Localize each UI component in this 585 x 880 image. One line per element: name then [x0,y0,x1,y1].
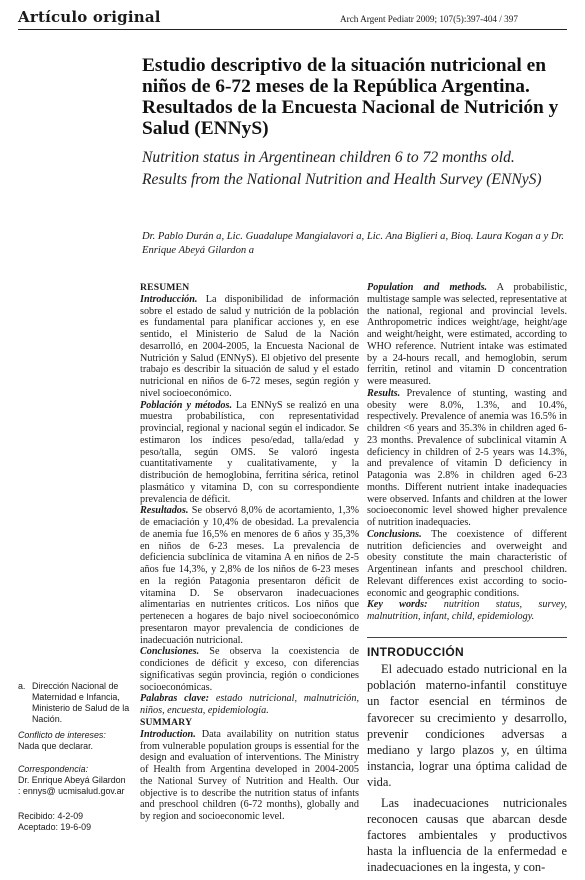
introduction-paragraph: El adecuado estado nutricional en la población materno-infantil constituye un factor esencial en términos de favorecer su crecimiento y desarrollo, prevenir condiciones adversas a mediano y largo plazos y, en última instancia, lograr una óptima calidad de vida. [367,662,567,790]
summary-results-label: Results. [367,387,401,399]
correspondence-label: Correspondencia: [18,764,89,774]
summary-results [367,388,567,529]
resumen-results-label: Resultados. [140,505,189,517]
summary-conclusions-text: The coexistence of different nutrition deficiencies and overweight and obesity constitute the main characteristic of Argentinean infants and preschool children. Relevant differences exist according to socio-economic and geographic conditions. [367,528,567,599]
summary-intro-text: Data availability on nutrition status from vulnerable population groups is essential for the design and evaluation of interventions. The Ministry of Health from Argentina developed in 2004-2005 the National Survey of Nutrition and Health. Our objective is to describe the nutrition status of infants and preschool children (6-72 months), globally and by region and socioeconomic level. [140,728,359,822]
introduction-heading: INTRODUCCIÓN [367,645,464,659]
resumen-heading: RESUMEN [140,282,190,293]
summary-intro-label: Introduction. [140,728,196,740]
header-rule [18,29,567,30]
summary-methods [367,282,567,388]
resumen-keywords-text: estado nutricional, malnutrición, niños, encuesta, epidemiología. [140,693,359,716]
resumen-intro-text: La disponibilidad de información sobre el estado de salud y nutrición de la población es fundamental para planificar acciones y, en ese sentido, el Ministerio de Salud de la Nación desarrolló, en 2004-2005, la Encuesta Nacional de Nutrición y Salud (ENNyS). El objetivo del presente trabajo es describir la situación de salud y el estado nutricional en niños de 6-72 meses, según región y nivel socioeconómico. [140,293,359,399]
introduction-body [367,661,567,880]
accepted-date: Aceptado: 19-6-09 [18,822,92,832]
summary-conclusions [367,529,567,600]
resumen-results [140,505,359,646]
section-label: Artículo original [18,8,161,26]
summary-methods-label: Population and methods. [367,282,488,293]
resumen-methods-label: Población y métodos. [140,399,233,411]
resumen-methods-text: La ENNyS se realizó en una muestra probabilística, con representatividad provincial, regional y nacional según el indicador. Se estimaron los índices peso/edad, talla/edad y peso/talla, según OMS. Se valoró ingesta cuantitativamente y cualitativamente, y la distribución de hemoglobina, ferritina sérica, retinol plasmático y vitamina D, con su correspondiente prevalencia de déficit. [140,399,359,505]
summary-keywords-text: nutrition status, survey, malnutrition, infant, child, epidemiology. [367,599,567,622]
summary-introduction [140,729,359,823]
summary-block [140,717,359,823]
conflict-text: Nada que declarar. [18,741,93,751]
journal-reference: Arch Argent Pediatr 2009; 107(5):397-404 / 397 [340,14,518,24]
resumen-conclusions-label: Conclusiones. [140,646,200,658]
author-list: Dr. Pablo Durán a, Lic. Guadalupe Mangialavori a, Lic. Ana Biglieri a, Bioq. Laura Kogan a y Dr. Enrique Abeyá Gilardon a [142,231,565,256]
resumen-keywords [140,693,359,717]
correspondence [18,764,130,797]
resumen-conclusions-text: Se observa la coexistencia de condiciones de déficit y exceso, con diferencias significativas según provincia, región o condiciones socioeconómicas. [140,646,359,693]
resumen-results-text: Se observó 8,0% de acortamiento, 1,3% de emaciación y 10,4% de obesidad. La prevalencia de anemia fue 16,5% en menores de 6 años y 35,3% en niños de 6-23 meses. La prevalencia de deficiencia subclínica de vitamina A en niños de 2-5 años fue 14,3%, y 2,8% de los niños de 6-23 meses en la región Patagonia presentaron déficit de vitamina D. Se observaron inadecuaciones alimentarias en nutrientes críticos. Los niños que pertenecen a hogares de bajo nivel socioeconómico presentaron mayor prevalencia de condiciones de inadecuación nutricional. [140,505,359,646]
summary-keywords-label: Key words: [367,599,428,611]
resumen-methods [140,400,359,506]
summary-results-text: Prevalence of stunting, wasting and obesity were 8.0%, 1.3%, and 10.4%, respectively. Prevalence of anemia was 16.5% in children <6 years and 35.3% in children aged 6-23 months. Prevalence of subclinical vitamin A deficiency in children of 2-5 years was 14.3%, and prevalence of vitamin D deficiency in Patagonia was 2.8% in children aged 6-23 months. Different nutrient intake inadequacies were observed. Infants and children at the lower socioeconomic level showed higher prevalence of nutrition inadequacies. [367,387,567,528]
dates [18,811,130,833]
affiliation-letter: a. [18,681,26,691]
introduction-paragraph: Las inadecuaciones nutricionales reconocen causas que abarcan desde factores ambientales y productivos hasta la influencia de la enfermedad e inadecuaciones en la ingesta, y con- [367,795,567,875]
conflict-of-interest [18,730,130,752]
resumen-keywords-label: Palabras clave: [140,693,210,705]
affiliation-text: Dirección Nacional de Maternidad e Infancia, Ministerio de Salud de la Nación. [32,681,130,724]
resumen-introduction [140,294,359,400]
resumen-intro-label: Introducción. [140,293,198,305]
summary-heading: SUMMARY [140,717,193,728]
summary-conclusions-label: Conclusions. [367,528,422,540]
received-date: Recibido: 4-2-09 [18,811,84,821]
article-title: Estudio descriptivo de la situación nutricional en niños de 6-72 meses de la República Argentina. Resultados de la Encuesta Nacional de Nutrición y Salud (ENNyS) [142,55,559,139]
intro-rule [367,637,567,638]
summary-keywords [367,599,567,623]
resumen-conclusions [140,646,359,693]
conflict-label: Conflicto de intereses: [18,730,106,740]
summary-methods-text: A probabilistic, multistage sample was selected, representative at the national, regional and provincial levels. Anthropometric indices weight/age, height/age and weight/height, were estimated, according to WHO reference. Nutrient intake was estimated by a 24-hours recall, and hemoglobin, serum ferritin, retinol and vitamin D concentration were measured. [367,282,567,387]
affiliation [18,681,130,725]
correspondence-text: Dr. Enrique Abeyá Gilardon : ennys@ ucmisalud.gov.ar [18,775,126,796]
summary-continued [367,282,567,623]
article-title-english: Nutrition status in Argentinean children 6 to 72 months old. Results from the National Nutrition and Health Survey (ENNyS) [142,149,542,188]
resumen-block [140,282,359,717]
